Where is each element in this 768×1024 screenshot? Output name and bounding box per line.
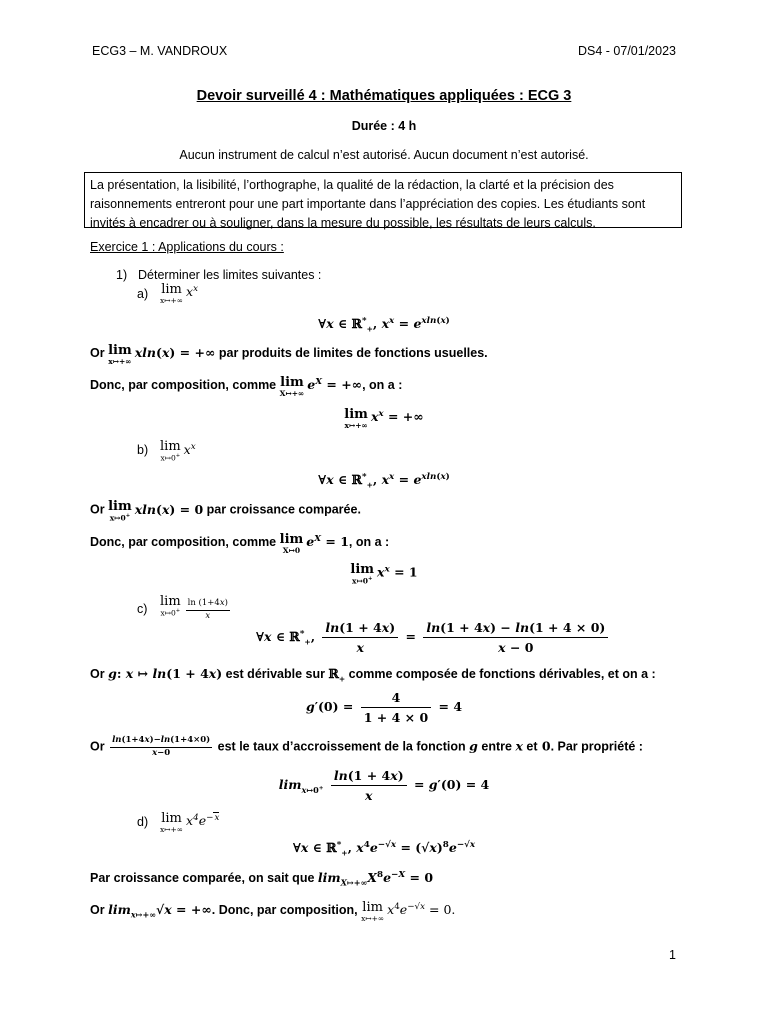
question-text: Déterminer les limites suivantes : — [138, 268, 322, 282]
c-identity: ∀x ∈ ℝ*$_+$, $\frac{\ln(1 + 4x)}{x}$ = $\frac{\ln(1 + 4x) - \ln(1 + 4 \times 0)}{x - 0}$ — [256, 620, 611, 655]
item-c-label: c) — [137, 602, 148, 616]
item-d-label: d) — [137, 815, 149, 829]
c-line-taux: Or $\frac{\ln(1+4x)-\ln(1+4\times 0)}{x-0}$ est le taux d’accroissement de la fonction g entre x et 0. Par propriété : — [90, 735, 643, 758]
header-right: DS4 - 07/01/2023 — [578, 44, 676, 58]
b-result: lim x↦0+ $x^x = 1$ — [350, 562, 418, 586]
donc-text: Donc, par composition, comme — [90, 535, 277, 549]
or-word: Or — [90, 346, 105, 360]
c-derivative: g′(0) = $\frac{4}{1 + 4 \times 0}$ = 4 — [305, 690, 463, 725]
exercise-title: Exercice 1 : Applications du cours : — [90, 240, 284, 254]
item-a-label: a) — [137, 287, 149, 301]
page-number: 1 — [669, 948, 676, 962]
donc-text: Donc, par composition, comme — [90, 378, 277, 392]
notice-line-1: La présentation, la lisibilité, l’orthographe, la qualité de la rédaction, la clarté et la précision des — [90, 178, 614, 192]
d-croissance-text: Par croissance comparée, on sait que — [90, 871, 315, 886]
or-word: Or — [90, 667, 105, 681]
duration: Durée : 4 h — [351, 119, 417, 133]
c-line-or: Or g: x ↦ ln(1 + 4x) est dérivable sur ℝ$_+$ comme composée de fonctions dérivables, et on a : — [90, 666, 656, 684]
a-line-donc: Donc, par composition, comme lim X↦+∞ $e^X$ = +∞, on a : — [90, 375, 403, 398]
c-derivable-text: est dérivable sur — [225, 667, 325, 681]
b-croissance-text: par croissance comparée. — [206, 502, 361, 517]
a-identity: ∀x ∈ ℝ*$_+$, $x^x = e^{xln(x)}$ — [318, 316, 450, 334]
notice-box — [84, 172, 682, 228]
question-number: 1) — [116, 268, 128, 282]
or-word: Or — [90, 903, 105, 917]
a-result: lim x↦+∞ $x^x$ = +∞ — [344, 407, 424, 430]
header-left: ECG3 – M. VANDROUX — [92, 44, 228, 58]
or-word: Or — [90, 739, 105, 754]
et-text: et — [526, 739, 538, 754]
notice-line-2: raisonnements entreront pour une part importante dans l’appréciation des copies. Les étudiants sont — [90, 197, 646, 211]
b-line-donc: Donc, par composition, comme lim X↦0 $e^X = 1$, on a : — [90, 532, 390, 555]
c-result: $\lim_{x↦0^+}$ $\frac{\ln(1 + 4x)}{x}$ = g′(0) = 4 — [278, 768, 490, 803]
item-d-expression: lim x↦+∞ $x^4e^{-x}$ — [160, 811, 220, 834]
c-taux-text: est le taux d’accroissement de la fonction — [217, 739, 466, 754]
b-identity: ∀x ∈ ℝ*$_+$, $x^x = e^{xln(x)}$ — [318, 472, 450, 490]
item-b-expression: lim x↦0+ $x^x$ — [160, 439, 196, 463]
entre-text: entre — [481, 739, 512, 754]
notice-line-3: invités à encadrer ou à souligner, dans la mesure du possible, les résultats de leurs calculs. — [90, 216, 596, 230]
item-c-expression: lim x↦0+ $\frac{\ln (1+4x)}{x}$ — [160, 594, 228, 621]
on-a-text: , on a : — [348, 535, 390, 549]
d-line-or: Or $\lim_{x↦+\infty}√x$ = +∞. Donc, par composition, lim x↦+∞ $x^4e^{-√x} = 0$. — [90, 900, 456, 923]
c-composee-text: comme composée de fonctions dérivables, et on a : — [348, 667, 656, 681]
item-a-expression: lim x↦+∞ $x^x$ — [160, 282, 199, 305]
d-donc-text: . Donc, par composition, — [211, 903, 358, 917]
item-b-label: b) — [137, 443, 149, 457]
page-title: Devoir surveillé 4 : Mathématiques appliquées : ECG 3 — [196, 88, 572, 104]
a-products-text: par produits de limites de fonctions usuelles. — [218, 346, 488, 360]
instructions: Aucun instrument de calcul n’est autorisé. Aucun document n’est autorisé. — [179, 148, 589, 162]
or-word: Or — [90, 502, 105, 517]
b-line-or: Or lim x↦0+ xln(x) = 0 par croissance comparée. — [90, 499, 361, 523]
a-line-or: Or lim x↦+∞ xln(x) = +∞ par produits de limites de fonctions usuelles. — [90, 343, 488, 366]
d-identity: ∀x ∈ ℝ*$_+$, $x^4e^{-√x} = (√x)^8e^{-√x}$ — [292, 840, 476, 858]
on-a-text: , on a : — [362, 378, 403, 392]
par-propriete-text: . Par propriété : — [550, 739, 643, 754]
d-line-croissance: Par croissance comparée, on sait que $\lim_{X↦+\infty}X^8e^{-X} = 0$ — [90, 870, 434, 888]
